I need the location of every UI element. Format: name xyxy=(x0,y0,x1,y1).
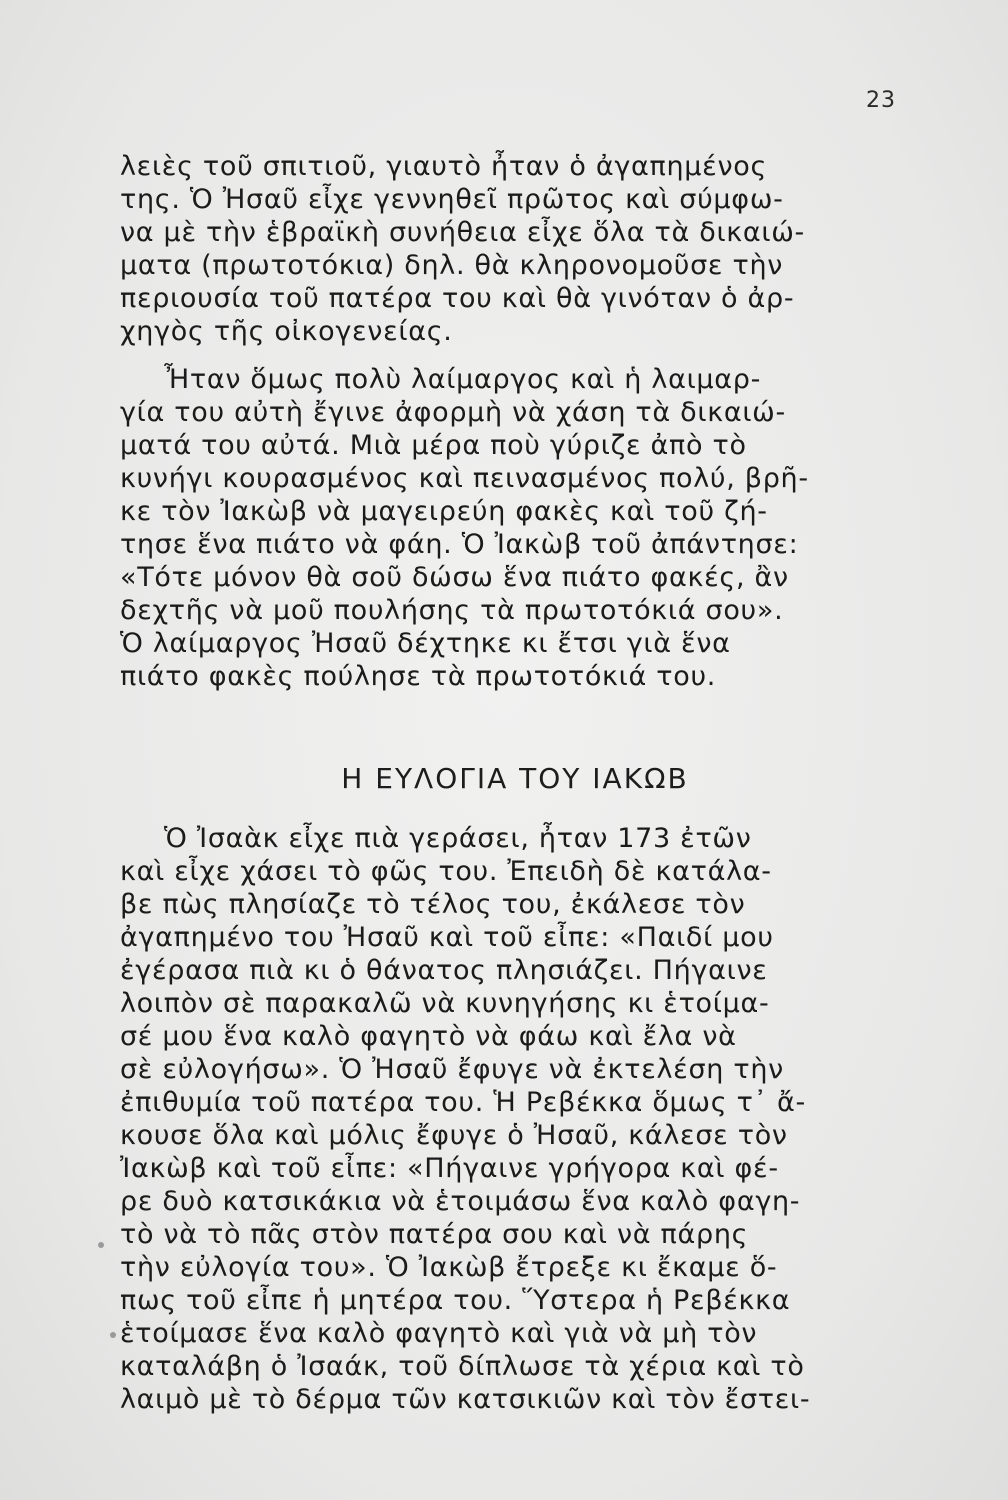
text-line: σέ μου ἕνα καλὸ φαγητὸ νὰ φάω καὶ ἔλα νὰ xyxy=(120,1021,737,1052)
text-line: χηγὸς τῆς οἰκογενείας. xyxy=(120,316,453,347)
text-line: ματα (πρωτοτόκια) δηλ. θὰ κληρονομοῦσε τὴν xyxy=(120,250,784,281)
text-line: τὸ νὰ τὸ πᾶς στὸν πατέρα σου καὶ νὰ πάρης xyxy=(120,1219,749,1250)
text-line: σὲ εὐλογήσω». Ὁ Ἠσαῦ ἔφυγε νὰ ἐκτελέση τὴν xyxy=(120,1054,784,1085)
text-line: λοιπὸν σὲ παρακαλῶ νὰ κυνηγήσης κι ἑτοίμα- xyxy=(120,988,770,1019)
paragraph-1 xyxy=(120,150,910,348)
text-line: βε πὼς πλησίαζε τὸ τέλος του, ἐκάλεσε τὸν xyxy=(120,889,746,920)
text-line: λειὲς τοῦ σπιτιοῦ, γιαυτὸ ἦταν ὁ ἀγαπημένος xyxy=(120,151,767,182)
text-line: τησε ἕνα πιάτο νὰ φάη. Ὁ Ἰακὼβ τοῦ ἀπάντησε: xyxy=(120,529,799,560)
text-line: ἐγέρασα πιὰ κι ὁ θάνατος πλησιάζει. Πήγαινε xyxy=(120,955,768,986)
text-line: πως τοῦ εἶπε ἡ μητέρα του. Ὕστερα ἡ Ρεβέκκα xyxy=(120,1285,791,1316)
text-line: τὴν εὐλογία του». Ὁ Ἰακὼβ ἔτρεξε κι ἔκαμε ὅ- xyxy=(120,1252,778,1283)
section-heading: Η ΕΥΛΟΓΙΑ ΤΟΥ ΙΑΚΩΒ xyxy=(341,762,689,795)
text-line: γία του αὐτὴ ἔγινε ἀφορμὴ νὰ χάση τὰ δικαιώ- xyxy=(120,397,786,428)
paper-speck xyxy=(110,1332,116,1338)
text-line: λαιμὸ μὲ τὸ δέρμα τῶν κατσικιῶν καὶ τὸν ἔστει- xyxy=(120,1384,811,1415)
text-line: να μὲ τὴν ἑβραϊκὴ συνήθεια εἶχε ὅλα τὰ δικαιώ- xyxy=(120,217,805,248)
text-line: Ἦταν ὅμως πολὺ λαίμαργος καὶ ἡ λαιμαρ- xyxy=(164,364,762,395)
paper-speck xyxy=(98,1242,104,1248)
text-line: «Τότε μόνον θὰ σοῦ δώσω ἕνα πιάτο φακές, ἂν xyxy=(120,562,789,593)
text-line: καταλάβη ὁ Ἰσαάκ, τοῦ δίπλωσε τὰ χέρια καὶ τὸ xyxy=(120,1351,805,1382)
text-line: ἑτοίμασε ἕνα καλὸ φαγητὸ καὶ γιὰ νὰ μὴ τὸν xyxy=(120,1318,758,1349)
text-line: κε τὸν Ἰακὼβ νὰ μαγειρεύη φακὲς καὶ τοῦ ζή- xyxy=(120,496,768,527)
text-line: πιάτο φακὲς πούλησε τὰ πρωτοτόκιά του. xyxy=(120,661,717,692)
text-line: της. Ὁ Ἠσαῦ εἶχε γεννηθεῖ πρῶτος καὶ σύμφω- xyxy=(120,184,784,215)
text-line: Ὁ λαίμαργος Ἠσαῦ δέχτηκε κι ἔτσι γιὰ ἕνα xyxy=(120,628,731,659)
text-line: κυνήγι κουρασμένος καὶ πεινασμένος πολύ, βρῆ- xyxy=(120,463,809,494)
text-line: ἀγαπημένο του Ἠσαῦ καὶ τοῦ εἶπε: «Παιδί μου xyxy=(120,922,774,953)
text-line: Ἰακὼβ καὶ τοῦ εἶπε: «Πήγαινε γρήγορα καὶ φέ- xyxy=(120,1153,779,1184)
text-line: ἐπιθυμία τοῦ πατέρα του. Ἡ Ρεβέκκα ὅμως τ᾽ ἄ- xyxy=(120,1087,806,1118)
text-line: περιουσία τοῦ πατέρα του καὶ θὰ γινόταν ὁ ἀρ- xyxy=(120,283,795,314)
text-line: καὶ εἶχε χάσει τὸ φῶς του. Ἐπειδὴ δὲ κατάλα- xyxy=(120,856,772,887)
text-line: δεχτῆς νὰ μοῦ πουλήσης τὰ πρωτοτόκιά σου». xyxy=(120,595,784,626)
paragraph-2 xyxy=(120,363,910,693)
text-line: ματά του αὐτά. Μιὰ μέρα ποὺ γύριζε ἀπὸ τὸ xyxy=(120,430,747,461)
paragraph-3 xyxy=(120,822,910,1416)
page-number: 23 xyxy=(866,88,896,113)
text-line: ρε δυὸ κατσικάκια νὰ ἑτοιμάσω ἕνα καλὸ φαγη- xyxy=(120,1186,801,1217)
text-line: κουσε ὅλα καὶ μόλις ἔφυγε ὁ Ἠσαῦ, κάλεσε τὸν xyxy=(120,1120,788,1151)
text-line: Ὁ Ἰσαὰκ εἶχε πιὰ γεράσει, ἦταν 173 ἐτῶν xyxy=(164,823,752,854)
